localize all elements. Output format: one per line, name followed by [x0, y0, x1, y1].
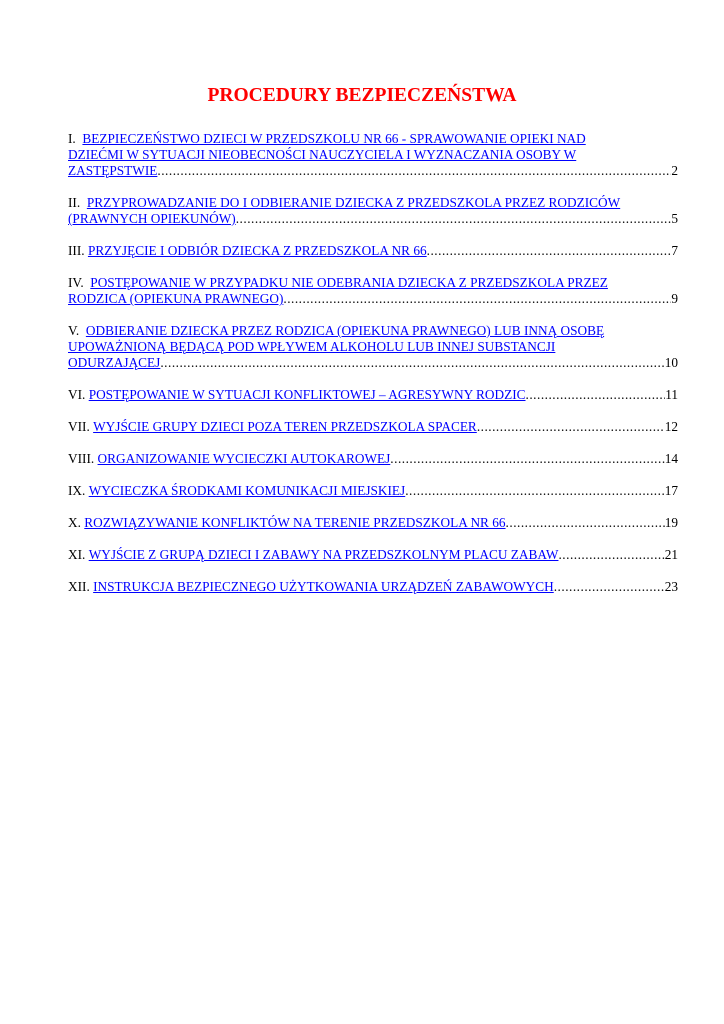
toc-entry-link[interactable]: POSTĘPOWANIE W SYTUACJI KONFLIKTOWEJ – AGRESYWNY RODZIC — [88, 387, 526, 402]
toc-entry-last-line — [68, 291, 678, 307]
toc-page-number: 11 — [665, 387, 678, 402]
toc-entry — [68, 131, 678, 179]
toc-page-number: 17 — [664, 483, 678, 498]
toc-entry-last-line — [68, 355, 678, 371]
toc-entry — [68, 195, 678, 227]
toc-leader-dots — [554, 579, 665, 595]
toc-page-number: 12 — [664, 419, 678, 434]
toc-entry-number: XII. — [68, 579, 90, 594]
toc-entry-line — [68, 147, 678, 163]
document-title: PROCEDURY BEZPIECZEŃSTWA — [207, 85, 517, 106]
toc-leader-dots — [558, 547, 664, 563]
toc-leader-dots — [477, 419, 665, 435]
toc-entry — [68, 323, 678, 371]
toc-entry-link[interactable]: (PRAWNYCH OPIEKUNÓW) — [68, 211, 236, 226]
toc-entry-link[interactable]: ZASTĘPSTWIE — [68, 163, 158, 178]
toc-page-number: 2 — [671, 163, 678, 178]
toc-leader-dots — [526, 387, 666, 403]
toc-entry-last-line — [68, 515, 678, 531]
toc-entry-line — [68, 275, 678, 291]
toc-entry — [68, 547, 678, 563]
toc-entry-line — [68, 195, 678, 211]
toc-entry-link[interactable]: UPOWAŻNIONĄ BĘDĄCĄ POD WPŁYWEM ALKOHOLU LUB INNEJ SUBSTANCJI — [68, 339, 556, 354]
toc-page-number: 9 — [671, 291, 678, 306]
toc-entry-link[interactable]: BEZPIECZEŃSTWO DZIECI W PRZEDSZKOLU NR 66 - SPRAWOWANIE OPIEKI NAD — [82, 131, 586, 146]
toc-leader-dots — [427, 243, 672, 259]
toc-entry-link[interactable]: ORGANIZOWANIE WYCIECZKI AUTOKAROWEJ — [97, 451, 391, 466]
table-of-contents — [68, 131, 678, 611]
toc-leader-dots — [405, 483, 664, 499]
toc-entry-link[interactable]: POSTĘPOWANIE W PRZYPADKU NIE ODEBRANIA DZIECKA Z PRZEDSZKOLA PRZEZ — [90, 275, 608, 290]
toc-entry-line — [68, 339, 678, 355]
toc-entry — [68, 451, 678, 467]
toc-entry-link[interactable]: DZIEĆMI W SYTUACJI NIEOBECNOŚCI NAUCZYCIELA I WYZNACZANIA OSOBY W — [68, 147, 577, 162]
toc-leader-dots — [283, 291, 671, 307]
toc-page-number: 14 — [664, 451, 678, 466]
toc-page-number: 7 — [671, 243, 678, 258]
toc-entry-last-line — [68, 243, 678, 259]
toc-entry — [68, 275, 678, 307]
toc-entry-last-line — [68, 419, 678, 435]
toc-entry-number: X. — [68, 515, 81, 530]
toc-leader-dots — [236, 211, 672, 227]
toc-entry-number: VIII. — [68, 451, 95, 466]
toc-entry-link[interactable]: WYJŚCIE GRUPY DZIECI POZA TEREN PRZEDSZKOLA SPACER — [93, 419, 477, 434]
toc-entry-number: VI. — [68, 387, 86, 402]
toc-entry-line — [68, 131, 678, 147]
toc-entry — [68, 419, 678, 435]
toc-entry-last-line — [68, 579, 678, 595]
toc-page-number: 23 — [664, 579, 678, 594]
toc-entry — [68, 515, 678, 531]
toc-entry-link[interactable]: RODZICA (OPIEKUNA PRAWNEGO) — [68, 291, 284, 306]
toc-page-number: 21 — [664, 547, 678, 562]
toc-entry-number: VII. — [68, 419, 90, 434]
toc-entry-number: I. — [68, 131, 76, 146]
toc-entry-number: IV. — [68, 275, 84, 290]
toc-entry-spacer — [80, 195, 87, 210]
toc-entry-link[interactable]: ROZWIĄZYWANIE KONFLIKTÓW NA TERENIE PRZEDSZKOLA NR 66 — [84, 515, 506, 530]
toc-page-number: 19 — [664, 515, 678, 530]
toc-entry-link[interactable]: WYJŚCIE Z GRUPĄ DZIECI I ZABAWY NA PRZEDSZKOLNYM PLACU ZABAW — [88, 547, 559, 562]
toc-entry-last-line — [68, 211, 678, 227]
toc-entry-last-line — [68, 547, 678, 563]
toc-entry — [68, 483, 678, 499]
toc-entry-link[interactable]: WYCIECZKA ŚRODKAMI KOMUNIKACJI MIEJSKIEJ — [88, 483, 406, 498]
toc-leader-dots — [506, 515, 665, 531]
toc-leader-dots — [157, 163, 671, 179]
toc-entry-link[interactable]: PRZYJĘCIE I ODBIÓR DZIECKA Z PRZEDSZKOLA NR 66 — [87, 243, 427, 258]
toc-page-number: 10 — [664, 355, 678, 370]
toc-page-number: 5 — [671, 211, 678, 226]
toc-entry-last-line — [68, 451, 678, 467]
toc-entry-last-line — [68, 387, 678, 403]
toc-entry-spacer — [79, 323, 86, 338]
toc-entry-link[interactable]: ODURZAJĄCEJ — [68, 355, 161, 370]
toc-entry-number: V. — [68, 323, 80, 338]
toc-entry-last-line — [68, 163, 678, 179]
toc-entry-link[interactable]: PRZYPROWADZANIE DO I ODBIERANIE DZIECKA Z PRZEDSZKOLA PRZEZ RODZICÓW — [86, 195, 621, 210]
toc-entry-link[interactable]: INSTRUKCJA BEZPIECZNEGO UŻYTKOWANIA URZĄDZEŃ ZABAWOWYCH — [93, 579, 554, 594]
toc-leader-dots — [390, 451, 664, 467]
toc-entry-number: II. — [68, 195, 81, 210]
toc-entry-number: XI. — [68, 547, 86, 562]
toc-entry — [68, 579, 678, 595]
toc-entry — [68, 387, 678, 403]
toc-entry-number: IX. — [68, 483, 86, 498]
toc-entry-number: III. — [68, 243, 85, 258]
toc-leader-dots — [160, 355, 664, 371]
toc-entry-line — [68, 323, 678, 339]
toc-entry-link[interactable]: ODBIERANIE DZIECKA PRZEZ RODZICA (OPIEKUNA PRAWNEGO) LUB INNĄ OSOBĘ — [85, 323, 605, 338]
toc-entry-last-line — [68, 483, 678, 499]
toc-entry — [68, 243, 678, 259]
